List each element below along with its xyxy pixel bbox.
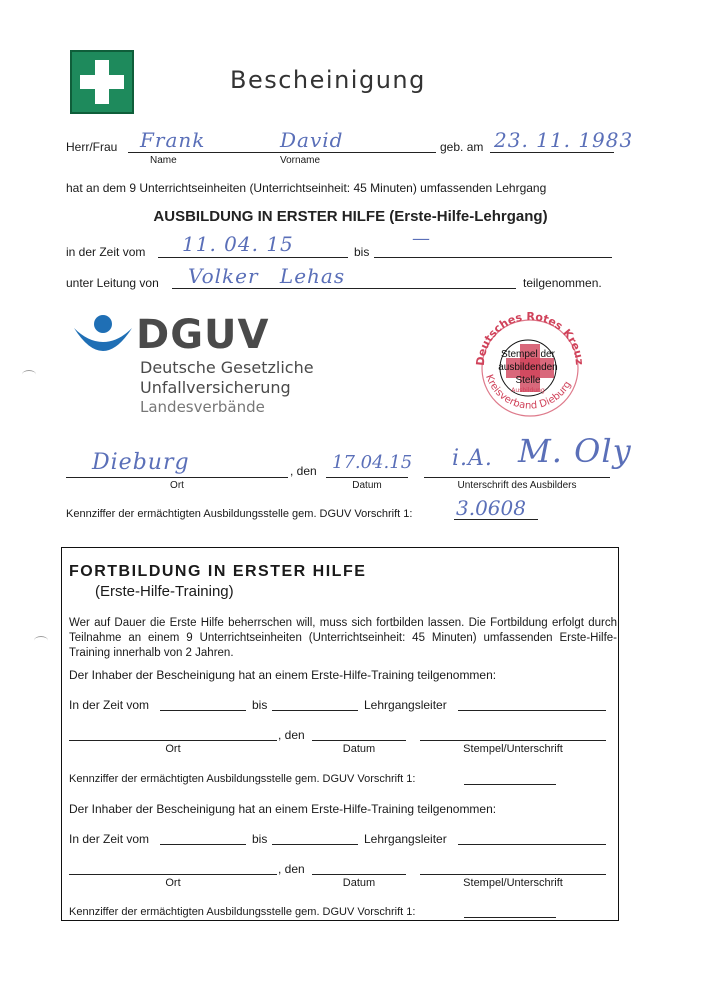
signature-caption: Unterschrift des Ausbilders bbox=[457, 480, 577, 491]
hole-punch-mark bbox=[22, 370, 36, 379]
dguv-line2: Unfallversicherung bbox=[140, 378, 291, 397]
birth-line bbox=[490, 152, 614, 153]
dguv-acronym: DGUV bbox=[136, 312, 270, 358]
fortbildung-paragraph: Wer auf Dauer die Erste Hilfe beherrschen will, muss sich fortbilden lassen. Die Fortbildung erfolgt durch Teilnahme an einem 9 Unterrichtseinheiten (Unterrichtseinheit: 45 Minuten) umfassenden Erste-Hilfe-Training innerhalb von 2 Jahren. bbox=[69, 617, 617, 659]
kennziffer-text: Kennziffer der ermächtigten Ausbildungsstelle gem. DGUV Vorschrift 1: bbox=[69, 773, 416, 785]
datum-line bbox=[312, 740, 406, 741]
kennziffer-value: 3.0608 bbox=[456, 496, 526, 520]
zeit-label: In der Zeit vom bbox=[69, 698, 150, 712]
red-cross-stamp-icon bbox=[470, 310, 590, 420]
stempel-line bbox=[420, 740, 606, 741]
period-to-line bbox=[374, 257, 612, 258]
period-from-line bbox=[158, 257, 348, 258]
ort-line bbox=[69, 874, 277, 875]
dguv-line1: Deutsche Gesetzliche bbox=[140, 358, 314, 377]
fortbildung-subtitle: (Erste-Hilfe-Training) bbox=[95, 583, 234, 600]
leiter-label: Lehrgangsleiter bbox=[364, 698, 447, 712]
stempel-caption: Stempel/Unterschrift bbox=[463, 743, 563, 755]
date-value: 17.04.15 bbox=[332, 452, 413, 473]
stamp-line3: Stelle bbox=[515, 375, 541, 386]
kennziffer-line bbox=[464, 784, 556, 785]
birth-date-value: 23. 11. 1983 bbox=[494, 128, 634, 152]
dguv-line3: Landesverbände bbox=[140, 398, 265, 416]
zeit-from-line bbox=[160, 710, 246, 711]
zeit-label: In der Zeit vom bbox=[69, 832, 150, 846]
leader-line bbox=[172, 288, 516, 289]
period-label: in der Zeit vom bbox=[66, 245, 146, 259]
leiter-line bbox=[458, 844, 606, 845]
first-aid-cross-icon bbox=[70, 50, 134, 114]
stempel-line bbox=[420, 874, 606, 875]
place-caption: Ort bbox=[170, 480, 184, 491]
leiter-line bbox=[458, 710, 606, 711]
datum-line bbox=[312, 874, 406, 875]
vorname-caption: Vorname bbox=[280, 155, 321, 166]
date-line bbox=[326, 477, 408, 478]
hole-punch-mark bbox=[34, 636, 48, 645]
signature-value: M. Oly bbox=[518, 432, 632, 470]
stempel-caption: Stempel/Unterschrift bbox=[463, 877, 563, 889]
ort-caption: Ort bbox=[165, 877, 181, 889]
zeit-to-line bbox=[272, 710, 358, 711]
leader-label: unter Leitung von bbox=[66, 276, 159, 290]
inhaber-text: Der Inhaber der Bescheinigung hat an einem Erste-Hilfe-Training teilgenommen: bbox=[69, 668, 497, 682]
stamp-tiny-text: Ausbildung bbox=[511, 387, 545, 394]
fortbildung-box bbox=[61, 547, 619, 921]
bis-label: bis bbox=[252, 698, 268, 712]
fortbildung-title: FORTBILDUNG IN ERSTER HILFE bbox=[69, 563, 367, 580]
leiter-label: Lehrgangsleiter bbox=[364, 832, 447, 846]
kennziffer-line bbox=[464, 917, 556, 918]
place-value: Dieburg bbox=[92, 450, 190, 475]
zeit-from-line bbox=[160, 844, 246, 845]
course-title: AUSBILDUNG IN ERSTER HILFE (Erste-Hilfe-Lehrgang) bbox=[153, 208, 548, 225]
birth-label: geb. am bbox=[440, 140, 484, 154]
name-prefix-label: Herr/Frau bbox=[66, 140, 118, 154]
signature-line bbox=[424, 477, 610, 478]
inhaber-text: Der Inhaber der Bescheinigung hat an einem Erste-Hilfe-Training teilgenommen: bbox=[69, 802, 497, 816]
period-from-value: 11. 04. 15 bbox=[182, 232, 294, 256]
dguv-logo-icon bbox=[72, 312, 134, 360]
course-intro: hat an dem 9 Unterrichtseinheiten (Unterrichtseinheit: 45 Minuten) umfassenden Lehrgang bbox=[66, 181, 547, 195]
leader-name-value: Volker Lehas bbox=[188, 264, 346, 288]
den-label: , den bbox=[278, 728, 305, 742]
page-title: Bescheinigung bbox=[230, 66, 426, 94]
stamp-line2: ausbildenden bbox=[498, 362, 558, 373]
stamp-line1: Stempel der bbox=[501, 349, 555, 360]
ort-caption: Ort bbox=[165, 743, 181, 755]
participated-label: teilgenommen. bbox=[523, 276, 602, 290]
stamp-bottom-text: Kreisverband Dieburg bbox=[483, 373, 574, 412]
ia-value: i.A. bbox=[452, 446, 493, 471]
last-name-value: David bbox=[280, 128, 344, 152]
place-line bbox=[66, 477, 288, 478]
date-caption: Datum bbox=[352, 480, 382, 491]
kennziffer-text: Kennziffer der ermächtigten Ausbildungsstelle gem. DGUV Vorschrift 1: bbox=[69, 906, 416, 918]
name-line bbox=[128, 152, 436, 153]
period-to-value: — bbox=[412, 228, 431, 249]
stamp-top-text: Deutsches Rotes Kreuz bbox=[473, 310, 587, 367]
first-name-value: Frank bbox=[140, 128, 206, 152]
period-to-label: bis bbox=[354, 245, 370, 259]
datum-caption: Datum bbox=[342, 877, 376, 889]
kennziffer-label: Kennziffer der ermächtigten Ausbildungsstelle gem. DGUV Vorschrift 1: bbox=[66, 508, 413, 520]
ort-line bbox=[69, 740, 277, 741]
name-caption: Name bbox=[150, 155, 177, 166]
datum-caption: Datum bbox=[342, 743, 376, 755]
bis-label: bis bbox=[252, 832, 268, 846]
den-label: , den bbox=[278, 862, 305, 876]
den-label: , den bbox=[290, 464, 317, 478]
zeit-to-line bbox=[272, 844, 358, 845]
